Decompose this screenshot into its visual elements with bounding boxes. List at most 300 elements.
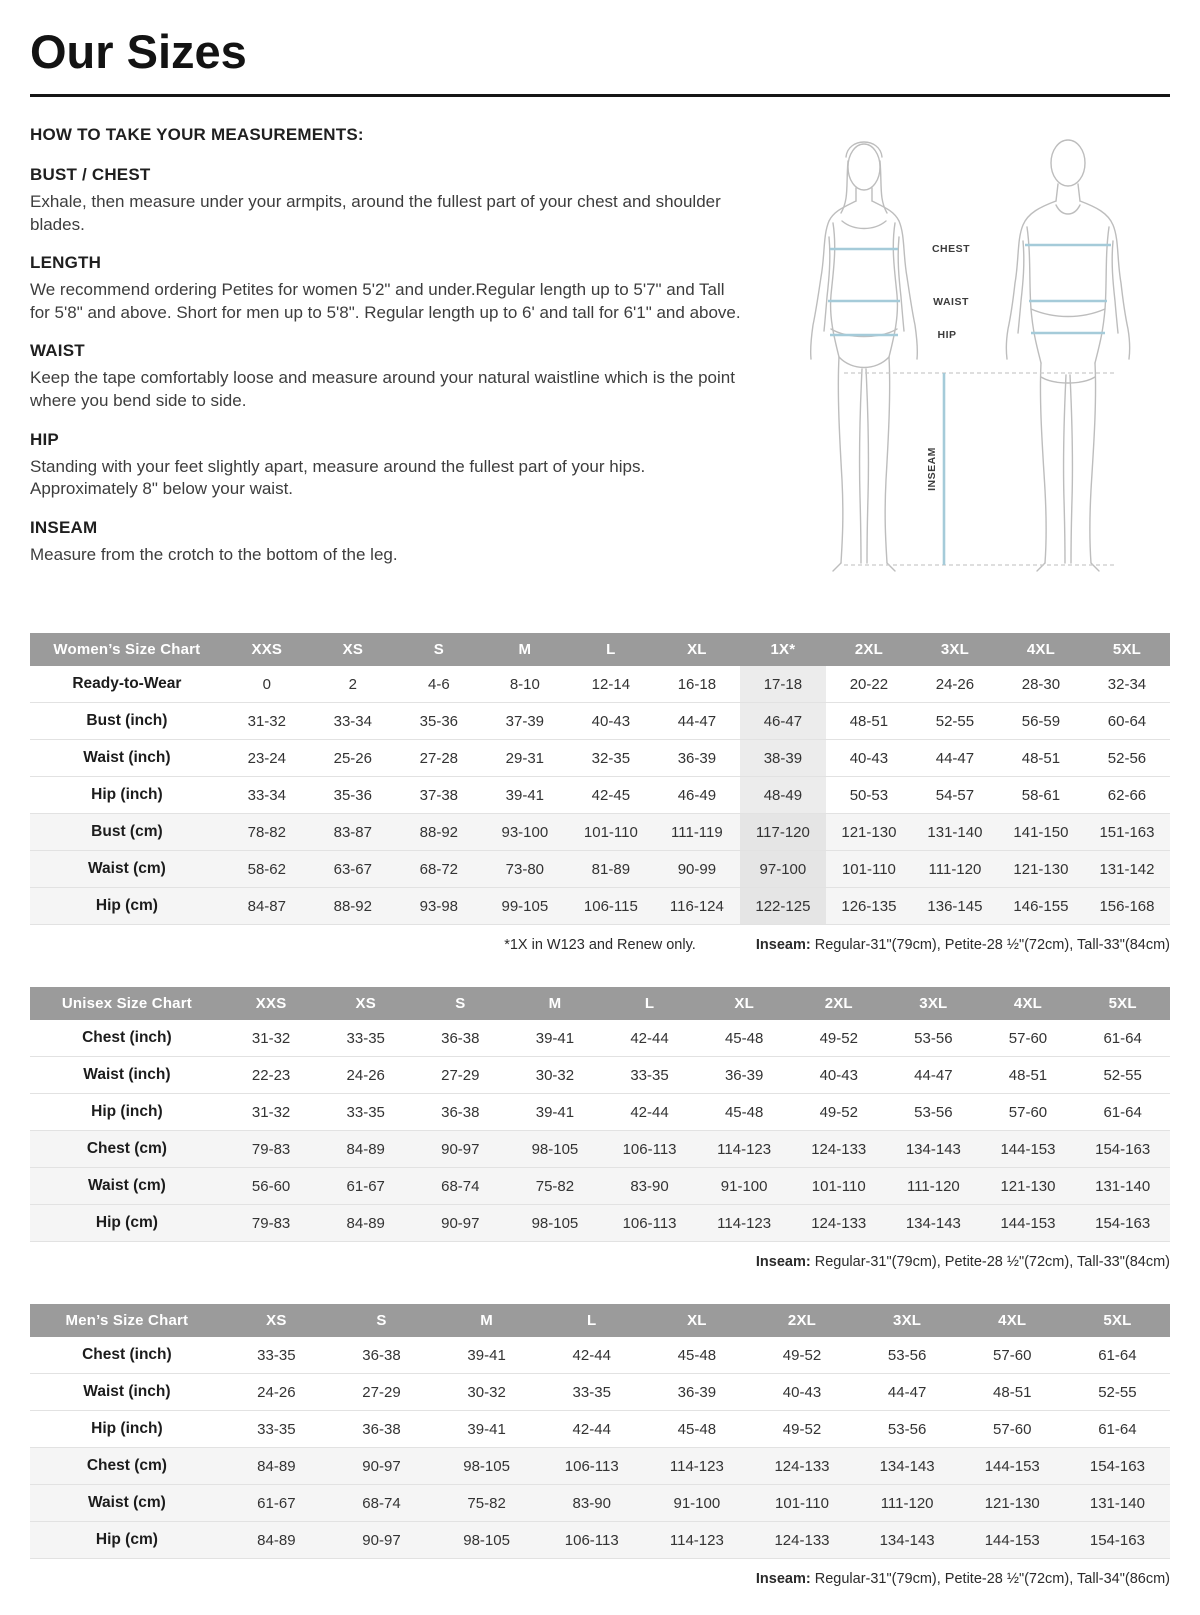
table-cell: 49-52 — [749, 1337, 854, 1374]
table-row — [30, 1337, 1170, 1374]
row-label: Waist (cm) — [30, 1168, 224, 1205]
column-header-xl: XL — [697, 987, 792, 1020]
table-cell: 36-39 — [697, 1057, 792, 1094]
table-cell: 79-83 — [224, 1131, 319, 1168]
table-cell: 42-44 — [539, 1337, 644, 1374]
table-cell: 75-82 — [434, 1485, 539, 1522]
table-cell: 57-60 — [960, 1411, 1065, 1448]
table-cell: 131-140 — [1075, 1168, 1170, 1205]
title-divider — [30, 94, 1170, 97]
footnote-inseam-note: Inseam: Regular-31"(79cm), Petite-28 ½"(72cm), Tall-34"(86cm) — [755, 1571, 1170, 1587]
section-inseam — [30, 518, 742, 567]
table-row — [30, 851, 1170, 888]
table-cell: 24-26 — [912, 666, 998, 703]
table-cell: 17-18 — [740, 666, 826, 703]
table-cell: 93-100 — [482, 814, 568, 851]
table-cell: 98-105 — [508, 1205, 603, 1242]
table-cell: 131-140 — [1065, 1485, 1170, 1522]
table-cell: 33-35 — [224, 1337, 329, 1374]
row-label: Hip (cm) — [30, 1522, 224, 1559]
table-cell: 68-74 — [329, 1485, 434, 1522]
column-header-4xl: 4XL — [960, 1304, 1065, 1337]
table-cell: 39-41 — [508, 1094, 603, 1131]
row-label: Waist (inch) — [30, 740, 224, 777]
table-cell: 61-64 — [1075, 1020, 1170, 1057]
table-cell: 106-115 — [568, 888, 654, 925]
table-cell: 114-123 — [644, 1522, 749, 1559]
table-cell: 27-29 — [329, 1374, 434, 1411]
table-cell: 24-26 — [318, 1057, 413, 1094]
table-cell: 42-44 — [602, 1094, 697, 1131]
column-header-xxs: XXS — [224, 987, 319, 1020]
table-cell: 144-153 — [960, 1448, 1065, 1485]
table-cell: 144-153 — [960, 1522, 1065, 1559]
table-cell: 48-49 — [740, 777, 826, 814]
female-figure — [811, 142, 918, 571]
table-cell: 4-6 — [396, 666, 482, 703]
column-header-m: M — [434, 1304, 539, 1337]
table-cell: 58-61 — [998, 777, 1084, 814]
table-cell: 23-24 — [224, 740, 310, 777]
row-label: Ready-to-Wear — [30, 666, 224, 703]
table-cell: 93-98 — [396, 888, 482, 925]
column-header-m: M — [482, 633, 568, 666]
table-cell: 33-35 — [318, 1094, 413, 1131]
table-row — [30, 888, 1170, 925]
table-cell: 33-34 — [224, 777, 310, 814]
table-cell: 98-105 — [508, 1131, 603, 1168]
table-cell: 124-133 — [791, 1205, 886, 1242]
table-cell: 46-47 — [740, 703, 826, 740]
table-cell: 33-35 — [539, 1374, 644, 1411]
table-cell: 25-26 — [310, 740, 396, 777]
table-cell: 28-30 — [998, 666, 1084, 703]
table-row — [30, 777, 1170, 814]
table-cell: 97-100 — [740, 851, 826, 888]
table-cell: 63-67 — [310, 851, 396, 888]
row-label: Hip (inch) — [30, 1411, 224, 1448]
table-cell: 40-43 — [791, 1057, 886, 1094]
table-cell: 84-87 — [224, 888, 310, 925]
section-body: Keep the tape comfortably loose and measure around your natural waistline which is the point where you bend side to side. — [30, 368, 735, 411]
table-cell: 33-35 — [318, 1020, 413, 1057]
table-cell: 27-29 — [413, 1057, 508, 1094]
table-cell: 48-51 — [960, 1374, 1065, 1411]
column-header-l: L — [568, 633, 654, 666]
table-cell: 136-145 — [912, 888, 998, 925]
table-cell: 154-163 — [1075, 1205, 1170, 1242]
table-cell: 98-105 — [434, 1522, 539, 1559]
table-cell: 61-67 — [318, 1168, 413, 1205]
table-cell: 124-133 — [749, 1522, 854, 1559]
table-cell: 62-66 — [1084, 777, 1170, 814]
table-cell: 90-97 — [413, 1205, 508, 1242]
row-label: Chest (cm) — [30, 1131, 224, 1168]
table-cell: 39-41 — [434, 1411, 539, 1448]
table-cell: 134-143 — [886, 1131, 981, 1168]
table-cell: 39-41 — [434, 1337, 539, 1374]
column-header-2xl: 2XL — [826, 633, 912, 666]
table-cell: 52-55 — [1075, 1057, 1170, 1094]
section-length — [30, 253, 742, 324]
section-title: WAIST — [30, 341, 85, 361]
table-row — [30, 1448, 1170, 1485]
column-header-4xl: 4XL — [981, 987, 1076, 1020]
table-cell: 84-89 — [318, 1205, 413, 1242]
row-label: Waist (cm) — [30, 851, 224, 888]
table-cell: 84-89 — [318, 1131, 413, 1168]
row-label: Waist (cm) — [30, 1485, 224, 1522]
body-outline-figure — [784, 125, 1162, 591]
table-cell: 134-143 — [855, 1448, 960, 1485]
instructions-text-column — [30, 125, 742, 566]
chart-title: Unisex Size Chart — [30, 987, 224, 1020]
table-cell: 68-72 — [396, 851, 482, 888]
table-cell: 106-113 — [602, 1205, 697, 1242]
section-title: LENGTH — [30, 253, 102, 273]
women-size-chart — [30, 633, 1170, 925]
table-cell: 111-120 — [886, 1168, 981, 1205]
table-cell: 24-26 — [224, 1374, 329, 1411]
column-header-3xl: 3XL — [855, 1304, 960, 1337]
table-cell: 42-44 — [539, 1411, 644, 1448]
table-cell: 50-53 — [826, 777, 912, 814]
table-cell: 48-51 — [826, 703, 912, 740]
table-cell: 75-82 — [508, 1168, 603, 1205]
table-cell: 90-97 — [329, 1448, 434, 1485]
chart-title: Women’s Size Chart — [30, 633, 224, 666]
table-cell: 131-142 — [1084, 851, 1170, 888]
table-row — [30, 814, 1170, 851]
male-figure — [1006, 140, 1129, 571]
table-cell: 101-110 — [749, 1485, 854, 1522]
footnote-1x-note: *1X in W123 and Renew only. — [504, 937, 696, 953]
row-label: Hip (inch) — [30, 1094, 224, 1131]
men-size-chart-section — [30, 1304, 1170, 1591]
women-size-chart-section — [30, 633, 1170, 957]
table-cell: 32-35 — [568, 740, 654, 777]
table-cell: 12-14 — [568, 666, 654, 703]
table-cell: 8-10 — [482, 666, 568, 703]
table-cell: 83-90 — [539, 1485, 644, 1522]
table-cell: 141-150 — [998, 814, 1084, 851]
table-cell: 121-130 — [960, 1485, 1065, 1522]
table-cell: 90-99 — [654, 851, 740, 888]
unisex-size-chart-section — [30, 987, 1170, 1274]
table-cell: 121-130 — [981, 1168, 1076, 1205]
column-header-s: S — [329, 1304, 434, 1337]
table-cell: 61-64 — [1065, 1337, 1170, 1374]
table-cell: 91-100 — [644, 1485, 749, 1522]
section-title: HIP — [30, 429, 59, 449]
table-cell: 42-45 — [568, 777, 654, 814]
table-cell: 44-47 — [886, 1057, 981, 1094]
table-cell: 61-64 — [1065, 1411, 1170, 1448]
row-label: Chest (inch) — [30, 1020, 224, 1057]
table-cell: 122-125 — [740, 888, 826, 925]
table-cell: 73-80 — [482, 851, 568, 888]
table-cell: 33-35 — [602, 1057, 697, 1094]
table-cell: 57-60 — [960, 1337, 1065, 1374]
table-cell: 111-119 — [654, 814, 740, 851]
table-cell: 57-60 — [981, 1094, 1076, 1131]
column-header-5xl: 5XL — [1065, 1304, 1170, 1337]
table-cell: 154-163 — [1075, 1131, 1170, 1168]
row-label: Hip (cm) — [30, 1205, 224, 1242]
men-size-chart — [30, 1304, 1170, 1559]
chest-label: CHEST — [931, 243, 971, 255]
table-row — [30, 703, 1170, 740]
table-cell: 33-35 — [224, 1411, 329, 1448]
column-header-xxs: XXS — [224, 633, 310, 666]
row-label: Chest (inch) — [30, 1337, 224, 1374]
chart-title: Men’s Size Chart — [30, 1304, 224, 1337]
table-cell: 39-41 — [508, 1020, 603, 1057]
column-header-2xl: 2XL — [791, 987, 886, 1020]
table-cell: 83-90 — [602, 1168, 697, 1205]
table-cell: 31-32 — [224, 1094, 319, 1131]
page-title: Our Sizes — [30, 25, 247, 78]
table-cell: 134-143 — [855, 1522, 960, 1559]
table-row — [30, 1485, 1170, 1522]
table-cell: 106-113 — [539, 1448, 644, 1485]
table-cell: 151-163 — [1084, 814, 1170, 851]
section-title: BUST / CHEST — [30, 165, 151, 184]
table-row — [30, 666, 1170, 703]
table-cell: 117-120 — [740, 814, 826, 851]
table-row — [30, 1168, 1170, 1205]
footnote-inseam-note: Inseam: Regular-31"(79cm), Petite-28 ½"(72cm), Tall-33"(84cm) — [755, 1254, 1170, 1270]
table-cell: 36-38 — [329, 1411, 434, 1448]
table-cell: 121-130 — [826, 814, 912, 851]
inseam-label: INSEAM — [926, 447, 938, 491]
table-cell: 131-140 — [912, 814, 998, 851]
row-label: Bust (cm) — [30, 814, 224, 851]
column-header-3xl: 3XL — [912, 633, 998, 666]
row-label: Chest (cm) — [30, 1448, 224, 1485]
table-cell: 61-67 — [224, 1485, 329, 1522]
column-header-5xl: 5XL — [1075, 987, 1170, 1020]
column-header-s: S — [396, 633, 482, 666]
table-cell: 111-120 — [855, 1485, 960, 1522]
table-cell: 45-48 — [644, 1411, 749, 1448]
table-cell: 56-59 — [998, 703, 1084, 740]
table-cell: 121-130 — [998, 851, 1084, 888]
column-header-3xl: 3XL — [886, 987, 981, 1020]
table-cell: 79-83 — [224, 1205, 319, 1242]
table-cell: 45-48 — [697, 1020, 792, 1057]
section-body: We recommend ordering Petites for women 5'2" and under.Regular length up to 5'7" and Tall for 5'8" and above. Short for men up to 5'8". Regular length up to 6' and tall for 6'1" and above. — [30, 280, 741, 322]
section-bust-chest — [30, 165, 742, 236]
table-cell: 53-56 — [855, 1411, 960, 1448]
table-cell: 114-123 — [697, 1205, 792, 1242]
footnote-inseam-note: Inseam: Regular-31"(79cm), Petite-28 ½"(72cm), Tall-33"(84cm) — [755, 937, 1170, 953]
waist-label: WAIST — [933, 296, 969, 308]
table-cell: 48-51 — [981, 1057, 1076, 1094]
table-cell: 36-38 — [413, 1094, 508, 1131]
table-cell: 22-23 — [224, 1057, 319, 1094]
table-cell: 37-39 — [482, 703, 568, 740]
table-cell: 40-43 — [749, 1374, 854, 1411]
table-cell: 52-55 — [912, 703, 998, 740]
column-header-xs: XS — [318, 987, 413, 1020]
section-body: Standing with your feet slightly apart, measure around the fullest part of your hips. Approximately 8" below your waist. — [30, 456, 646, 499]
table-cell: 98-105 — [434, 1448, 539, 1485]
measurement-diagram — [784, 125, 1162, 591]
table-cell: 49-52 — [791, 1020, 886, 1057]
table-cell: 101-110 — [826, 851, 912, 888]
table-cell: 88-92 — [396, 814, 482, 851]
table-cell: 83-87 — [310, 814, 396, 851]
row-label: Waist (inch) — [30, 1057, 224, 1094]
table-cell: 40-43 — [826, 740, 912, 777]
table-cell: 36-38 — [413, 1020, 508, 1057]
column-header-s: S — [413, 987, 508, 1020]
section-waist — [30, 341, 742, 412]
table-cell: 88-92 — [310, 888, 396, 925]
row-label: Waist (inch) — [30, 1374, 224, 1411]
table-cell: 27-28 — [396, 740, 482, 777]
table-cell: 35-36 — [310, 777, 396, 814]
table-cell: 44-47 — [855, 1374, 960, 1411]
table-cell: 114-123 — [697, 1131, 792, 1168]
column-header-l: L — [539, 1304, 644, 1337]
table-cell: 56-60 — [224, 1168, 319, 1205]
table-cell: 58-62 — [224, 851, 310, 888]
table-cell: 90-97 — [413, 1131, 508, 1168]
table-cell: 36-38 — [329, 1337, 434, 1374]
column-header-m: M — [508, 987, 603, 1020]
table-cell: 53-56 — [855, 1337, 960, 1374]
table-cell: 52-56 — [1084, 740, 1170, 777]
table-row — [30, 1411, 1170, 1448]
table-cell: 31-32 — [224, 1020, 319, 1057]
table-cell: 106-113 — [602, 1131, 697, 1168]
table-cell: 38-39 — [740, 740, 826, 777]
table-row — [30, 740, 1170, 777]
table-cell: 30-32 — [508, 1057, 603, 1094]
table-cell: 91-100 — [697, 1168, 792, 1205]
column-header-5xl: 5XL — [1084, 633, 1170, 666]
table-cell: 156-168 — [1084, 888, 1170, 925]
table-cell: 20-22 — [826, 666, 912, 703]
table-cell: 78-82 — [224, 814, 310, 851]
table-cell: 33-34 — [310, 703, 396, 740]
column-header-xs: XS — [310, 633, 396, 666]
table-cell: 134-143 — [886, 1205, 981, 1242]
table-cell: 52-55 — [1065, 1374, 1170, 1411]
table-cell: 36-39 — [654, 740, 740, 777]
table-cell: 46-49 — [654, 777, 740, 814]
table-cell: 81-89 — [568, 851, 654, 888]
table-cell: 99-105 — [482, 888, 568, 925]
table-cell: 40-43 — [568, 703, 654, 740]
section-hip — [30, 430, 742, 501]
measurement-instructions — [30, 125, 1170, 603]
table-cell: 124-133 — [791, 1131, 886, 1168]
table-cell: 84-89 — [224, 1448, 329, 1485]
table-cell: 61-64 — [1075, 1094, 1170, 1131]
table-cell: 53-56 — [886, 1020, 981, 1057]
column-header-l: L — [602, 987, 697, 1020]
table-cell: 90-97 — [329, 1522, 434, 1559]
column-header-xl: XL — [644, 1304, 749, 1337]
table-cell: 84-89 — [224, 1522, 329, 1559]
row-label: Bust (inch) — [30, 703, 224, 740]
table-cell: 106-113 — [539, 1522, 644, 1559]
table-cell: 35-36 — [396, 703, 482, 740]
section-body: Exhale, then measure under your armpits, around the fullest part of your chest and shoulder blades. — [30, 192, 721, 234]
table-footnotes — [30, 1571, 1170, 1591]
table-cell: 48-51 — [998, 740, 1084, 777]
row-label: Hip (inch) — [30, 777, 224, 814]
table-cell: 45-48 — [644, 1337, 749, 1374]
table-cell: 144-153 — [981, 1205, 1076, 1242]
table-footnotes — [30, 1254, 1170, 1274]
column-header-xl: XL — [654, 633, 740, 666]
column-header-2xl: 2XL — [749, 1304, 854, 1337]
table-cell: 60-64 — [1084, 703, 1170, 740]
row-label: Hip (cm) — [30, 888, 224, 925]
table-cell: 154-163 — [1065, 1448, 1170, 1485]
table-cell: 44-47 — [654, 703, 740, 740]
table-cell: 116-124 — [654, 888, 740, 925]
table-row — [30, 1205, 1170, 1242]
table-cell: 37-38 — [396, 777, 482, 814]
section-title: INSEAM — [30, 517, 98, 537]
table-row — [30, 1057, 1170, 1094]
table-cell: 16-18 — [654, 666, 740, 703]
column-header-4xl: 4XL — [998, 633, 1084, 666]
table-row — [30, 1522, 1170, 1559]
table-cell: 2 — [310, 666, 396, 703]
table-cell: 57-60 — [981, 1020, 1076, 1057]
table-cell: 124-133 — [749, 1448, 854, 1485]
table-cell: 45-48 — [697, 1094, 792, 1131]
table-cell: 126-135 — [826, 888, 912, 925]
table-cell: 39-41 — [482, 777, 568, 814]
table-row — [30, 1020, 1170, 1057]
table-cell: 31-32 — [224, 703, 310, 740]
table-cell: 154-163 — [1065, 1522, 1170, 1559]
table-cell: 49-52 — [791, 1094, 886, 1131]
unisex-size-chart — [30, 987, 1170, 1242]
table-row — [30, 1094, 1170, 1131]
table-row — [30, 1374, 1170, 1411]
table-cell: 49-52 — [749, 1411, 854, 1448]
table-cell: 44-47 — [912, 740, 998, 777]
table-cell: 36-39 — [644, 1374, 749, 1411]
table-footnotes — [30, 937, 1170, 957]
table-row — [30, 1131, 1170, 1168]
table-cell: 42-44 — [602, 1020, 697, 1057]
table-cell: 54-57 — [912, 777, 998, 814]
instructions-heading: HOW TO TAKE YOUR MEASUREMENTS: — [30, 125, 364, 144]
table-cell: 144-153 — [981, 1131, 1076, 1168]
column-header-xs: XS — [224, 1304, 329, 1337]
table-cell: 111-120 — [912, 851, 998, 888]
table-cell: 32-34 — [1084, 666, 1170, 703]
table-cell: 53-56 — [886, 1094, 981, 1131]
column-header-1x: 1X* — [740, 633, 826, 666]
table-cell: 68-74 — [413, 1168, 508, 1205]
table-cell: 0 — [224, 666, 310, 703]
hip-label: HIP — [937, 329, 957, 341]
table-cell: 146-155 — [998, 888, 1084, 925]
table-cell: 29-31 — [482, 740, 568, 777]
table-cell: 114-123 — [644, 1448, 749, 1485]
table-cell: 30-32 — [434, 1374, 539, 1411]
